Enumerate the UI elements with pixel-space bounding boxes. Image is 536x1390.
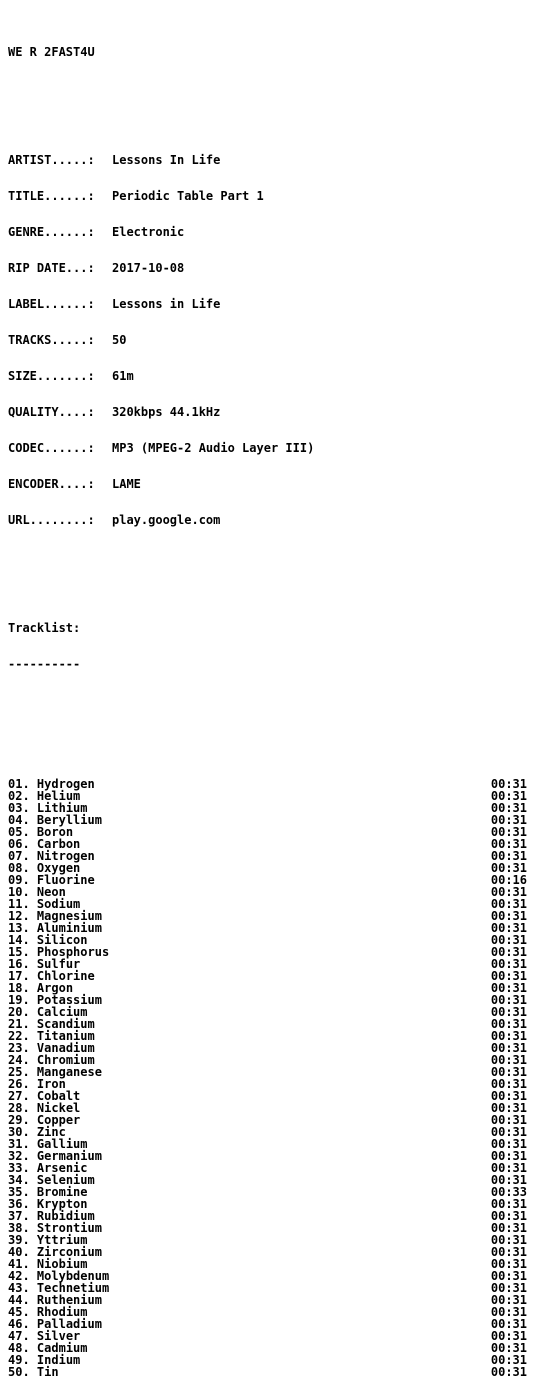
track-number: 23.: [8, 1041, 30, 1055]
track-row: [8, 1066, 527, 1078]
track-name: Gallium: [36, 1137, 88, 1151]
track-name: Oxygen: [36, 861, 81, 875]
track-duration: 00:31: [490, 1209, 527, 1223]
tracklist: [8, 778, 527, 1378]
track-duration: 00:31: [490, 801, 527, 815]
track-row: [8, 970, 527, 982]
track-number: 11.: [8, 897, 30, 911]
track-number: 10.: [8, 885, 30, 899]
track-number: 31.: [8, 1137, 30, 1151]
track-duration: 00:31: [490, 1065, 527, 1079]
track-number: 03.: [8, 801, 30, 815]
track-name: Magnesium: [36, 909, 102, 923]
track-duration: 00:31: [490, 1041, 527, 1055]
track-number: 16.: [8, 957, 30, 971]
track-duration: 00:31: [490, 1257, 527, 1271]
track-name: Iron: [36, 1077, 66, 1091]
track-name: Technetium: [36, 1281, 110, 1295]
track-number: 24.: [8, 1053, 30, 1067]
track-name: Cadmium: [36, 1341, 88, 1355]
track-name: Helium: [36, 789, 81, 803]
blank-line: [8, 694, 527, 706]
track-duration: 00:31: [490, 957, 527, 971]
track-duration: 00:31: [490, 981, 527, 995]
meta-key: TITLE......:: [8, 189, 95, 203]
track-number: 30.: [8, 1125, 30, 1139]
track-number: 50.: [8, 1365, 30, 1379]
track-row: [8, 1090, 527, 1102]
track-title: [8, 1366, 59, 1378]
track-number: 09.: [8, 873, 30, 887]
track-row: [8, 1102, 527, 1114]
track-name: Arsenic: [36, 1161, 88, 1175]
track-duration: 00:31: [490, 1365, 527, 1379]
track-row: [8, 850, 527, 862]
meta-value: 2017-10-08: [112, 261, 185, 275]
metadata-block: [8, 130, 527, 550]
track-number: 32.: [8, 1149, 30, 1163]
meta-row-size: [8, 370, 527, 382]
blank-line: [8, 730, 527, 742]
track-duration: 00:31: [490, 1269, 527, 1283]
track-number: 33.: [8, 1161, 30, 1175]
track-name: Zirconium: [36, 1245, 102, 1259]
track-number: 47.: [8, 1329, 30, 1343]
track-duration: 00:31: [490, 993, 527, 1007]
track-number: 35.: [8, 1185, 30, 1199]
track-name: Ruthenium: [36, 1293, 102, 1307]
track-number: 34.: [8, 1173, 30, 1187]
meta-value: Electronic: [112, 225, 185, 239]
meta-row-codec: [8, 442, 527, 454]
track-name: Strontium: [36, 1221, 102, 1235]
meta-key: RIP DATE...:: [8, 261, 95, 275]
meta-value: MP3 (MPEG-2 Audio Layer III): [112, 441, 315, 455]
meta-value: Lessons in Life: [112, 297, 221, 311]
track-row: [8, 1078, 527, 1090]
track-number: 46.: [8, 1317, 30, 1331]
track-duration: 00:31: [490, 1233, 527, 1247]
track-name: Chromium: [36, 1053, 95, 1067]
track-number: 25.: [8, 1065, 30, 1079]
track-row: [8, 1366, 527, 1378]
track-duration: 00:31: [490, 813, 527, 827]
track-number: 44.: [8, 1293, 30, 1307]
meta-row-rip-date: [8, 262, 527, 274]
track-duration: 00:31: [490, 1197, 527, 1211]
track-duration: 00:31: [490, 1053, 527, 1067]
track-duration: 00:31: [490, 1137, 527, 1151]
track-duration: 00:31: [490, 849, 527, 863]
meta-value: 50: [112, 333, 127, 347]
track-name: Carbon: [36, 837, 81, 851]
meta-row-tracks: [8, 334, 527, 346]
track-number: 04.: [8, 813, 30, 827]
track-name: Hydrogen: [36, 777, 95, 791]
track-name: Yttrium: [36, 1233, 88, 1247]
track-number: 42.: [8, 1269, 30, 1283]
track-row: [8, 1114, 527, 1126]
track-number: 22.: [8, 1029, 30, 1043]
track-number: 38.: [8, 1221, 30, 1235]
track-name: Sulfur: [36, 957, 81, 971]
track-number: 15.: [8, 945, 30, 959]
track-name: Vanadium: [36, 1041, 95, 1055]
track-name: Nitrogen: [36, 849, 95, 863]
meta-key: LABEL......:: [8, 297, 95, 311]
meta-key: TRACKS.....:: [8, 333, 95, 347]
track-name: Argon: [36, 981, 74, 995]
release-info-document: [8, 22, 527, 1390]
meta-key: SIZE.......:: [8, 369, 95, 383]
track-number: 37.: [8, 1209, 30, 1223]
meta-value: Periodic Table Part 1: [112, 189, 264, 203]
track-name: Manganese: [36, 1065, 102, 1079]
track-number: 14.: [8, 933, 30, 947]
track-name: Rubidium: [36, 1209, 95, 1223]
release-group-header: WE R 2FAST4U: [8, 45, 95, 59]
track-name: Krypton: [36, 1197, 88, 1211]
meta-key: ENCODER....:: [8, 477, 95, 491]
track-name: Selenium: [36, 1173, 95, 1187]
track-duration: 00:31: [490, 1341, 527, 1355]
track-duration: 00:31: [490, 1305, 527, 1319]
track-duration: 00:31: [490, 945, 527, 959]
meta-row-genre: [8, 226, 527, 238]
meta-value: Lessons In Life: [112, 153, 221, 167]
track-name: Indium: [36, 1353, 81, 1367]
track-duration: 00:31: [490, 1089, 527, 1103]
track-number: 01.: [8, 777, 30, 791]
track-duration: 00:31: [490, 1161, 527, 1175]
track-duration: 00:31: [490, 897, 527, 911]
track-number: 45.: [8, 1305, 30, 1319]
track-duration: 00:31: [490, 885, 527, 899]
track-duration: 00:31: [490, 1221, 527, 1235]
track-duration: 00:31: [490, 1353, 527, 1367]
track-number: 36.: [8, 1197, 30, 1211]
track-row: [8, 874, 527, 886]
track-number: 39.: [8, 1233, 30, 1247]
track-duration: 00:31: [490, 933, 527, 947]
track-number: 29.: [8, 1113, 30, 1127]
track-name: Beryllium: [36, 813, 102, 827]
meta-key: URL........:: [8, 513, 95, 527]
track-name: Potassium: [36, 993, 102, 1007]
track-name: Zinc: [36, 1125, 66, 1139]
track-name: Silver: [36, 1329, 81, 1343]
track-row: [8, 814, 527, 826]
track-duration: 00:31: [490, 1329, 527, 1343]
track-number: 13.: [8, 921, 30, 935]
track-row: [8, 946, 527, 958]
track-number: 18.: [8, 981, 30, 995]
track-name: Molybdenum: [36, 1269, 110, 1283]
track-name: Silicon: [36, 933, 88, 947]
track-duration: 00:31: [490, 1113, 527, 1127]
track-number: 12.: [8, 909, 30, 923]
track-name: Titanium: [36, 1029, 95, 1043]
track-duration: 00:31: [490, 1281, 527, 1295]
track-name: Rhodium: [36, 1305, 88, 1319]
track-number: 08.: [8, 861, 30, 875]
track-duration: 00:31: [490, 1101, 527, 1115]
track-duration: 00:31: [490, 1149, 527, 1163]
tracklist-heading: Tracklist:: [8, 621, 81, 635]
track-name: Nickel: [36, 1101, 81, 1115]
meta-key: CODEC......:: [8, 441, 95, 455]
track-row: [8, 778, 527, 790]
track-number: 28.: [8, 1101, 30, 1115]
track-row: [8, 1318, 527, 1330]
blank-line: [8, 82, 527, 94]
track-name: Chlorine: [36, 969, 95, 983]
track-name: Scandium: [36, 1017, 95, 1031]
meta-row-url: [8, 514, 527, 526]
track-name: Phosphorus: [36, 945, 110, 959]
track-number: 48.: [8, 1341, 30, 1355]
track-duration: 00:31: [490, 1029, 527, 1043]
track-duration: 00:31: [490, 1125, 527, 1139]
meta-value: 320kbps 44.1kHz: [112, 405, 221, 419]
track-number: 41.: [8, 1257, 30, 1271]
track-duration: 00:31: [490, 1317, 527, 1331]
track-number: 43.: [8, 1281, 30, 1295]
track-number: 19.: [8, 993, 30, 1007]
track-row: [8, 1342, 527, 1354]
meta-row-encoder: [8, 478, 527, 490]
meta-value: play.google.com: [112, 513, 221, 527]
track-number: 05.: [8, 825, 30, 839]
track-duration: 00:31: [490, 969, 527, 983]
blank-line: [8, 586, 527, 598]
track-number: 06.: [8, 837, 30, 851]
track-number: 07.: [8, 849, 30, 863]
track-name: Palladium: [36, 1317, 102, 1331]
track-duration: 00:31: [490, 1293, 527, 1307]
track-row: [8, 886, 527, 898]
track-duration: 00:31: [490, 1077, 527, 1091]
track-name: Cobalt: [36, 1089, 81, 1103]
track-number: 40.: [8, 1245, 30, 1259]
track-name: Calcium: [36, 1005, 88, 1019]
meta-value: LAME: [112, 477, 141, 491]
meta-row-quality: [8, 406, 527, 418]
track-duration: 00:31: [490, 789, 527, 803]
track-number: 17.: [8, 969, 30, 983]
meta-key: ARTIST.....:: [8, 153, 95, 167]
track-duration: 00:31: [490, 1245, 527, 1259]
track-duration: 00:16: [490, 873, 527, 887]
track-number: 20.: [8, 1005, 30, 1019]
meta-row-artist: [8, 154, 527, 166]
track-number: 02.: [8, 789, 30, 803]
track-duration: 00:31: [490, 861, 527, 875]
track-number: 27.: [8, 1089, 30, 1103]
track-name: Aluminium: [36, 921, 102, 935]
track-number: 49.: [8, 1353, 30, 1367]
track-name: Germanium: [36, 1149, 102, 1163]
meta-key: GENRE......:: [8, 225, 95, 239]
track-duration: 00:31: [490, 825, 527, 839]
track-name: Copper: [36, 1113, 81, 1127]
meta-key: QUALITY....:: [8, 405, 95, 419]
meta-value: 61m: [112, 369, 134, 383]
track-name: Sodium: [36, 897, 81, 911]
track-duration: 00:31: [490, 909, 527, 923]
track-duration: 00:31: [490, 1017, 527, 1031]
track-row: [8, 1354, 527, 1366]
track-number: 26.: [8, 1077, 30, 1091]
track-name: Tin: [36, 1365, 59, 1379]
track-duration: 00:31: [490, 1005, 527, 1019]
track-duration: 00:31: [490, 777, 527, 791]
track-number: 21.: [8, 1017, 30, 1031]
meta-row-title: [8, 190, 527, 202]
track-name: Boron: [36, 825, 74, 839]
track-name: Lithium: [36, 801, 88, 815]
track-duration: 00:31: [490, 921, 527, 935]
tracklist-rule: ----------: [8, 657, 81, 671]
track-duration: 00:31: [490, 1173, 527, 1187]
meta-row-label: [8, 298, 527, 310]
track-name: Bromine: [36, 1185, 88, 1199]
track-row: [8, 826, 527, 838]
track-name: Neon: [36, 885, 66, 899]
track-duration: 00:31: [490, 837, 527, 851]
track-duration: 00:33: [490, 1185, 527, 1199]
track-name: Fluorine: [36, 873, 95, 887]
track-name: Niobium: [36, 1257, 88, 1271]
